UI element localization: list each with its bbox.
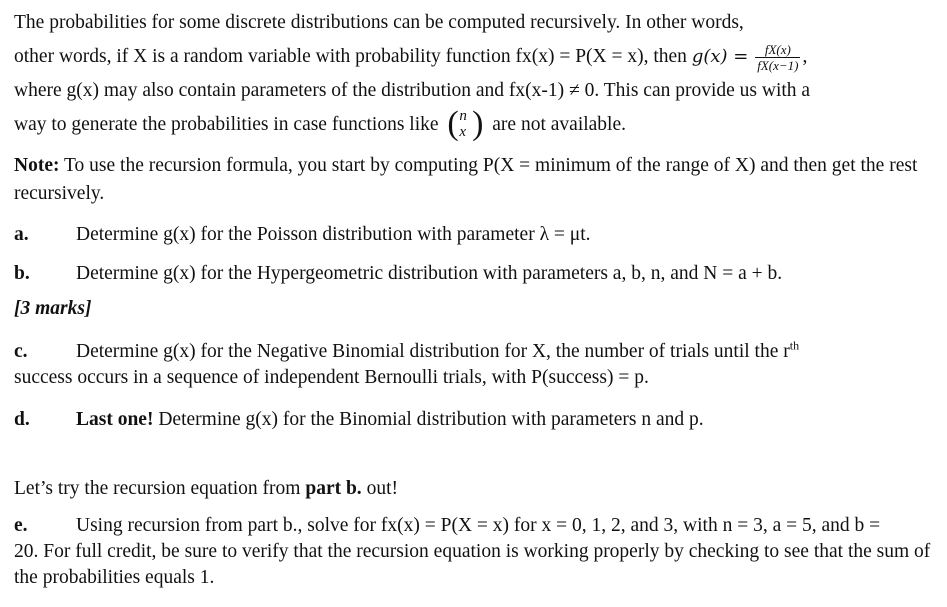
item-d-label: d. <box>14 409 30 430</box>
intro-line-1: The probabilities for some discrete distributions can be computed recursively. In other words, <box>14 12 744 33</box>
item-c-label: c. <box>14 341 28 362</box>
intro-line-2-text: other words, if X is a random variable with probability function fx(x) = P(X = x), then <box>14 46 687 67</box>
note-paragraph <box>14 152 939 208</box>
note-text: To use the recursion formula, you start by computing P(X = minimum of the range of X) and then get the rest recursively. <box>14 155 918 204</box>
intro-line-2 <box>14 40 939 74</box>
try-text-b: out! <box>361 478 398 499</box>
left-paren: ( <box>447 104 459 142</box>
fraction-denominator: fX(x−1) <box>757 58 799 74</box>
fraction-numerator: fX(x) <box>755 42 800 58</box>
fraction-comma: , <box>802 46 808 67</box>
binomial-coefficient <box>447 104 484 142</box>
binom-bottom: x <box>459 123 467 140</box>
item-e-label: e. <box>14 515 28 536</box>
try-line <box>14 472 939 505</box>
right-paren: ) <box>472 104 484 142</box>
document <box>14 6 939 591</box>
item-b-label: b. <box>14 263 30 284</box>
item-e <box>14 513 939 591</box>
item-c-text-a: Determine g(x) for the Negative Binomial distribution for X, the number of trials until the r <box>76 341 790 362</box>
note-label: Note: <box>14 155 60 176</box>
item-e-text-b: 20. For full credit, be sure to verify that the recursion equation is working properly by checking to see that the sum of the probabilities equals 1. <box>14 541 931 588</box>
item-d <box>14 403 939 436</box>
try-bold: part b. <box>305 478 362 499</box>
intro-line-4 <box>14 104 939 142</box>
intro-line-4-text: way to generate the probabilities in case functions like <box>14 114 439 135</box>
item-a-text: Determine g(x) for the Poisson distribution with parameter λ = μt. <box>76 224 591 245</box>
item-a-label: a. <box>14 224 29 245</box>
g-of-x: g(x) = <box>691 46 749 67</box>
marks-label: [3 marks] <box>14 298 92 319</box>
item-c <box>14 339 939 391</box>
binom-top: n <box>459 107 467 124</box>
intro-line-3: where g(x) may also contain parameters of the distribution and fx(x-1) ≠ 0. This can provide us with a <box>14 80 811 101</box>
try-text-a: Let’s try the recursion equation from <box>14 478 306 499</box>
item-d-bold: Last one! <box>76 409 154 430</box>
item-c-text-b: success occurs in a sequence of independent Bernoulli trials, with P(success) = p. <box>14 367 649 388</box>
item-c-superscript: th <box>789 338 800 353</box>
intro-line-4-end: are not available. <box>492 114 627 135</box>
recursion-fraction <box>755 42 800 73</box>
item-d-text: Determine g(x) for the Binomial distribution with parameters n and p. <box>153 409 704 430</box>
intro-paragraph <box>14 6 939 142</box>
item-b <box>14 257 939 290</box>
item-b-text: Determine g(x) for the Hypergeometric distribution with parameters a, b, n, and N = a + b. <box>76 263 783 284</box>
item-e-text-a: Using recursion from part b., solve for fx(x) = P(X = x) for x = 0, 1, 2, and 3, with n = 3, a = 5, and b = <box>76 515 881 536</box>
item-a <box>14 218 939 251</box>
